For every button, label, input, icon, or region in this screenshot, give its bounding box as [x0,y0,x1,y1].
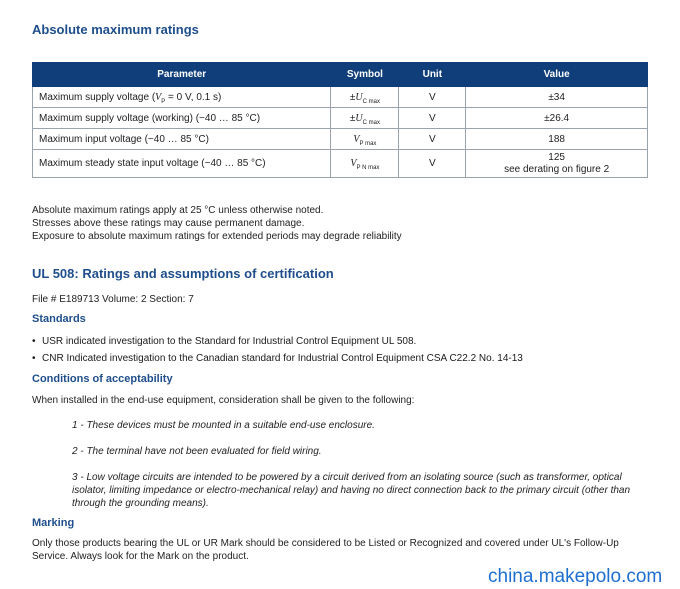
value-line: 125 [548,151,565,163]
param-subscript: P [161,98,166,105]
header-value: Value [466,63,648,87]
file-number: File # E189713 Volume: 2 Section: 7 [32,294,194,305]
conditions-heading: Conditions of acceptability [32,373,173,385]
condition-item: 2 - The terminal have not been evaluated for field wiring. [72,446,322,457]
symbol-main: U [355,91,363,103]
header-symbol: Symbol [331,63,399,87]
table-row [33,129,648,150]
param-text-tail: = 0 V, 0.1 s) [165,91,222,103]
header-unit: Unit [399,63,466,87]
cell-symbol [331,129,399,150]
section-title-absolute-max: Absolute maximum ratings [32,22,199,37]
note-line: Exposure to absolute maximum ratings for extended periods may degrade reliability [32,231,402,242]
symbol-main: V [350,158,357,169]
cell-value: 188 [466,129,648,150]
watermark: china.makepolo.com [488,566,663,587]
bullet-icon: • [32,353,36,364]
cell-value [466,150,648,178]
cell-parameter [33,87,331,108]
param-text: Maximum supply voltage ( [39,91,156,103]
cell-value: ±34 [466,87,648,108]
condition-item: 3 - Low voltage circuits are intended to be powered by a circuit derived from an isolating source (such as transformer, optical isolator, limiting impedance or electro-mechanical relay) and having no direct connection back to the primary circuit (other than through the grounding means). [72,472,631,509]
symbol-subscript: P max [359,140,377,147]
note-line: Stresses above these ratings may cause permanent damage. [32,218,305,229]
symbol-subscript: C max [362,98,380,105]
marking-heading: Marking [32,517,75,529]
cell-unit: V [399,150,466,178]
cell-unit: V [399,129,466,150]
cell-unit: V [399,87,466,108]
table-header-row [33,63,648,87]
section-title-ul508: UL 508: Ratings and assumptions of certification [32,266,334,281]
header-parameter: Parameter [33,63,331,87]
symbol-prefix: ± [349,91,356,103]
list-item-text: USR indicated investigation to the Standard for Industrial Control Equipment UL 508. [42,336,417,347]
value-note: see derating on figure 2 [504,163,610,175]
cell-symbol [331,87,399,108]
list-item [32,353,523,364]
cell-parameter: Maximum supply voltage (working) (−40 … 85 °C) [33,108,331,129]
conditions-intro: When installed in the end-use equipment, consideration shall be given to the following: [32,395,415,406]
symbol-main: V [353,133,360,145]
cell-value: ±26.4 [466,108,648,129]
condition-item: 1 - These devices must be mounted in a suitable end-use enclosure. [72,420,375,431]
symbol-prefix: ± [349,112,356,124]
note-line: Absolute maximum ratings apply at 25 °C unless otherwise noted. [32,205,324,216]
table-row [33,108,648,129]
symbol-main: U [355,112,363,124]
cell-unit: V [399,108,466,129]
cell-symbol [331,150,399,178]
cell-parameter: Maximum steady state input voltage (−40 … 85 °C) [33,150,331,178]
cell-parameter: Maximum input voltage (−40 … 85 °C) [33,129,331,150]
table-row [33,87,648,108]
table-row [33,150,648,178]
bullet-icon: • [32,336,36,347]
list-item [32,336,416,347]
notes-block [32,204,402,243]
param-symbol: V [155,91,162,103]
ratings-table [32,62,648,178]
list-item-text: CNR Indicated investigation to the Canadian standard for Industrial Control Equipment CSA C22.2 No. 14-13 [42,353,523,364]
symbol-subscript: P N max [356,165,380,171]
symbol-subscript: C max [362,119,380,126]
standards-heading: Standards [32,313,86,325]
cell-symbol [331,108,399,129]
marking-text: Only those products bearing the UL or UR Mark should be considered to be Listed or Recognized and covered under UL's Follow-Up Service. Always look for the Mark on the product. [32,538,619,562]
